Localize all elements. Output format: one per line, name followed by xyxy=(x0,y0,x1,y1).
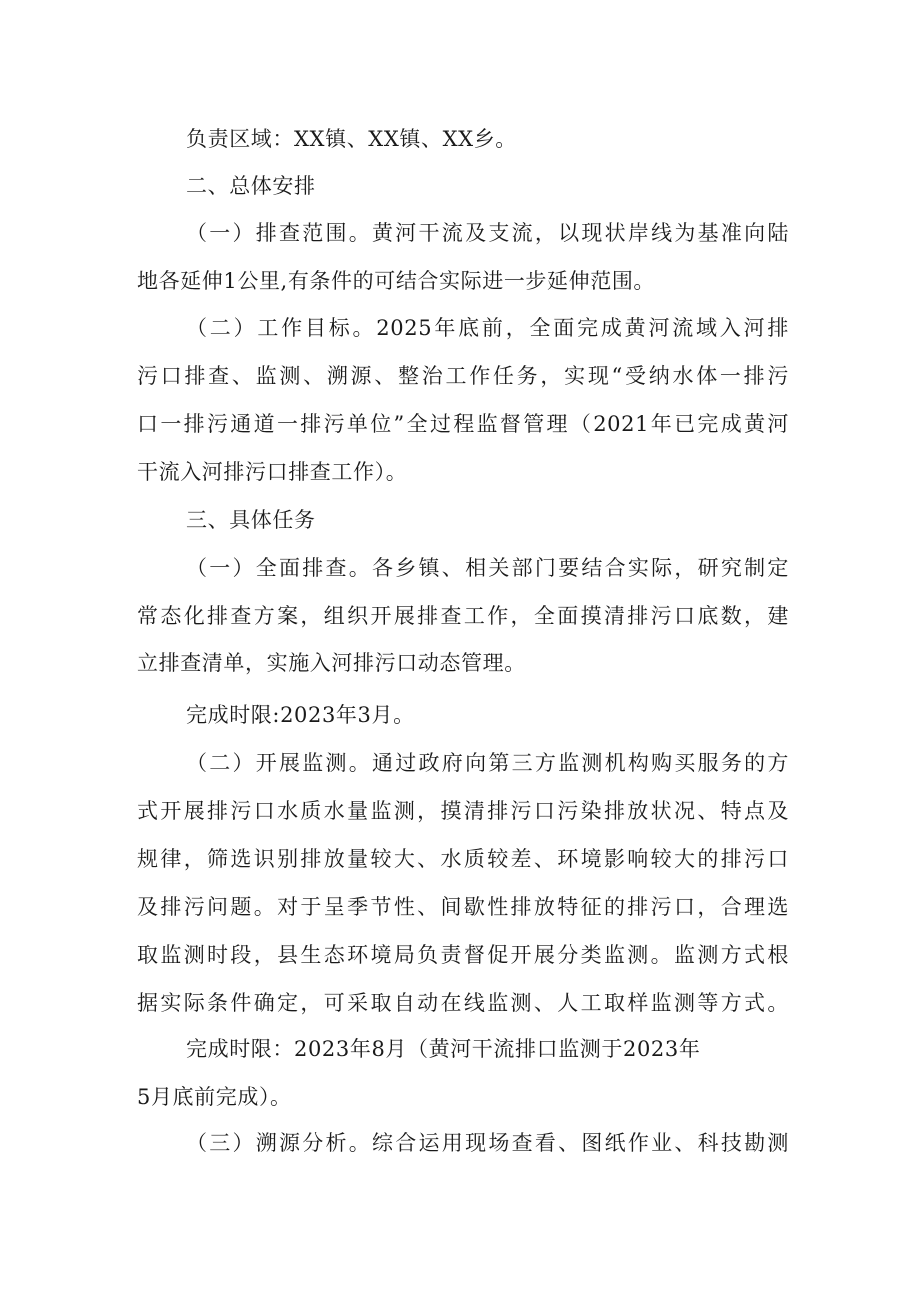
text-line: 污口排查、监测、溯源、整治工作任务，实现“受纳水体一排污 xyxy=(137,364,789,388)
section-heading-specific-tasks: 三、具体任务 xyxy=(186,508,316,532)
deadline-line: 完成时限：2023年8月（黄河干流排口监测于2023年 xyxy=(186,1037,701,1061)
text-line: 规律，筛选识别排放量较大、水质较差、环境影响较大的排污口 xyxy=(137,847,789,871)
text-line: 据实际条件确定，可采取自动在线监测、人工取样监测等方式。 xyxy=(137,991,789,1015)
text-line: （二）工作目标。2025年底前，全面完成黄河流域入河排 xyxy=(186,316,789,340)
text-line: 常态化排查方案，组织开展排查工作，全面摸清排污口底数，建 xyxy=(137,604,789,628)
text-line: 5月底前完成）。 xyxy=(137,1085,292,1109)
text-line: 及排污问题。对于呈季节性、间歇性排放特征的排污口，合理选 xyxy=(137,895,789,919)
text-line: 口一排污通道一排污单位”全过程监督管理（2021年已完成黄河 xyxy=(137,412,789,436)
text-line: 取监测时段，县生态环境局负责督促开展分类监测。监测方式根 xyxy=(137,943,789,967)
text-line-responsible-area: 负责区域：XX镇、XX镇、XX乡。 xyxy=(186,127,517,151)
text-line: 干流入河排污口排查工作）。 xyxy=(137,460,408,484)
section-heading-overall-arrangement: 二、总体安排 xyxy=(186,174,316,198)
text-line: （一）全面排查。各乡镇、相关部门要结合实际，研究制定 xyxy=(186,556,789,580)
text-line: （三）溯源分析。综合运用现场查看、图纸作业、科技勘测 xyxy=(186,1131,789,1155)
deadline-line: 完成时限:2023年3月。 xyxy=(186,703,415,727)
text-line: 立排查清单，实施入河排污口动态管理。 xyxy=(137,651,526,675)
text-line: （一）排查范围。黄河干流及支流，以现状岸线为基准向陆 xyxy=(186,221,789,245)
text-line: 地各延伸1公里,有条件的可结合实际进一步延伸范围。 xyxy=(137,269,656,293)
text-line: （二）开展监测。通过政府向第三方监测机构购买服务的方 xyxy=(186,751,789,775)
text-line: 式开展排污口水质水量监测，摸清排污口污染排放状况、特点及 xyxy=(137,799,789,823)
